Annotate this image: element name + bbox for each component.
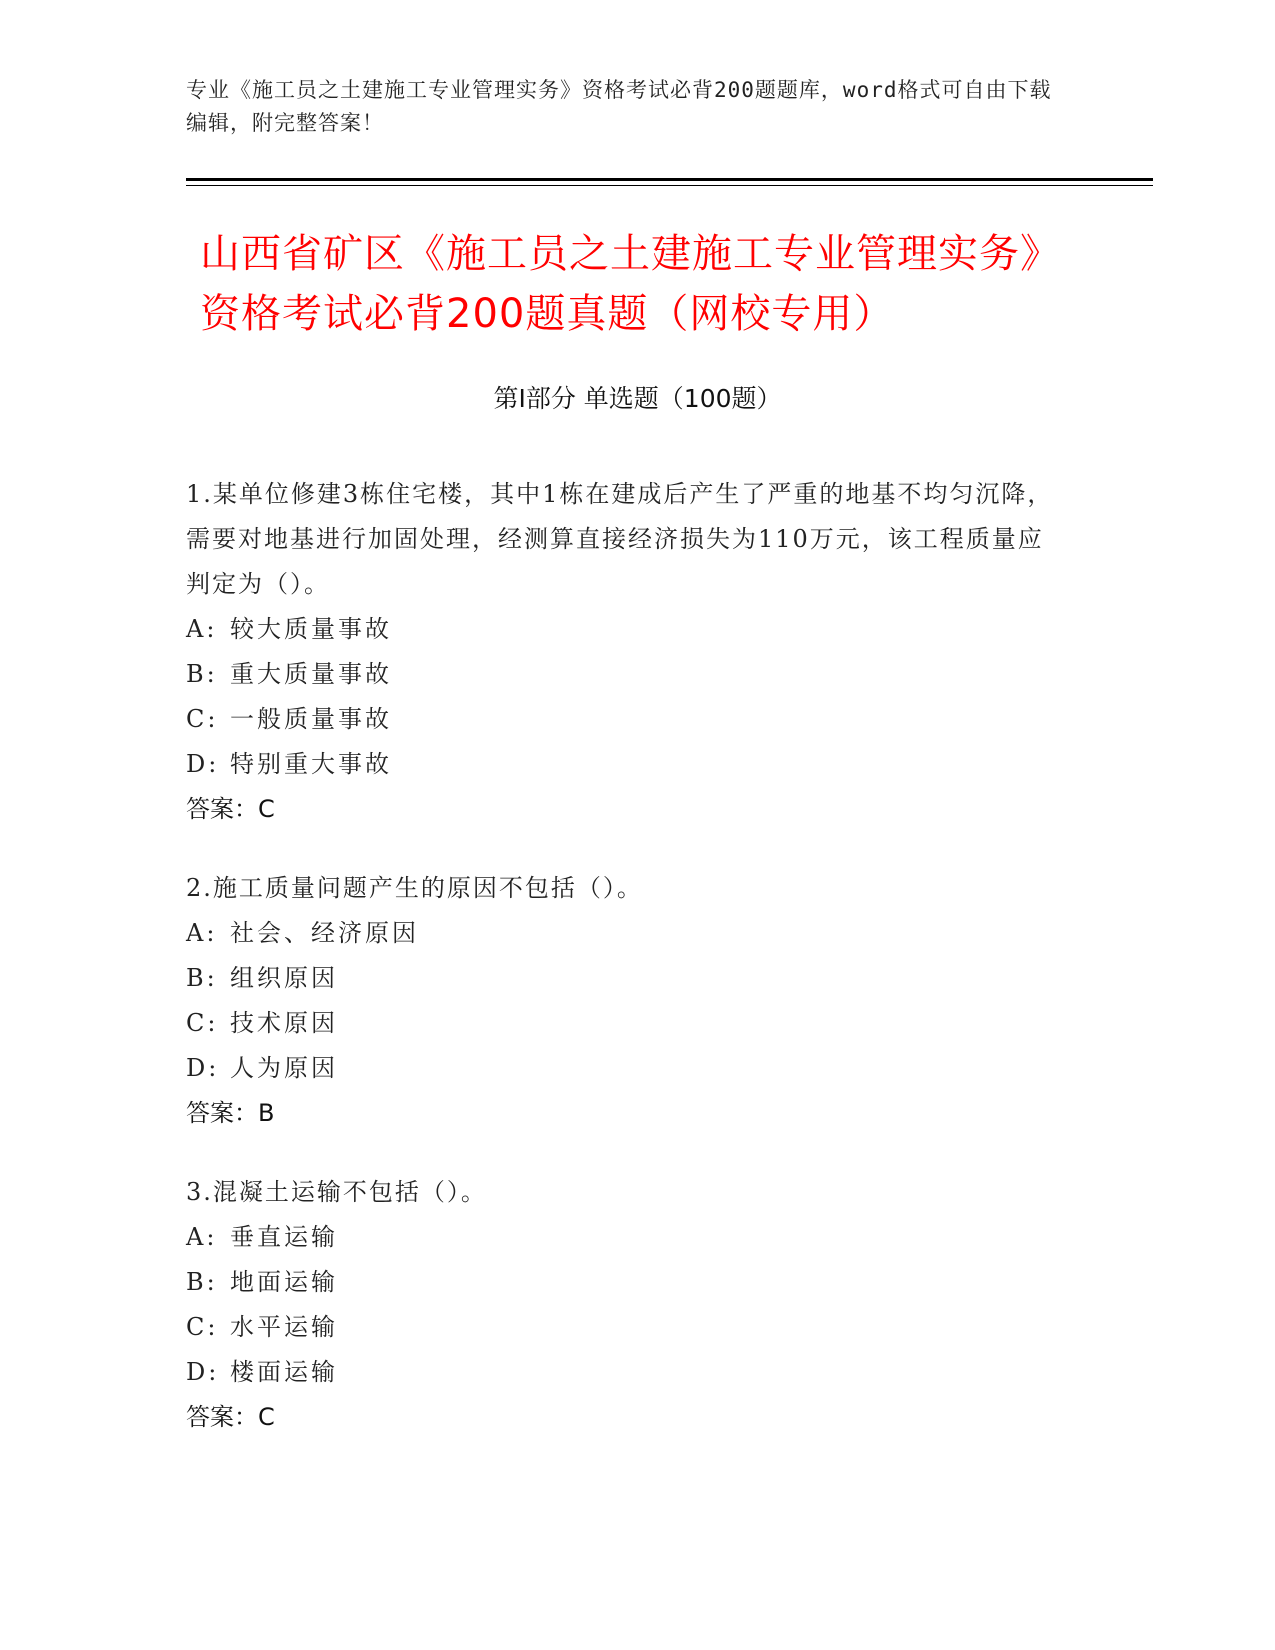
option-text: 人为原因 xyxy=(230,1054,338,1082)
option-key: D: xyxy=(186,1358,220,1386)
answer-line: 答案：C xyxy=(186,1403,275,1431)
option-key: A: xyxy=(186,1223,218,1251)
option-b xyxy=(186,652,1066,697)
option-d xyxy=(186,1046,1066,1091)
header-divider-thick xyxy=(186,178,1153,181)
question-2 xyxy=(186,866,1066,1136)
option-key: B: xyxy=(186,1268,218,1296)
option-d xyxy=(186,742,1066,787)
option-text: 特别重大事故 xyxy=(230,750,392,778)
option-a xyxy=(186,607,1066,652)
option-a xyxy=(186,911,1066,956)
header-note: 专业《施工员之土建施工专业管理实务》资格考试必背200题题库，word格式可自由下载编辑，附完整答案！ xyxy=(186,78,1052,135)
option-key: C: xyxy=(186,1009,219,1037)
option-text: 社会、经济原因 xyxy=(230,919,419,947)
question-stem: 1.某单位修建3栋住宅楼，其中1栋在建成后产生了严重的地基不均匀沉降，需要对地基进行加固处理，经测算直接经济损失为110万元，该工程质量应判定为（）。 xyxy=(186,480,1054,598)
option-d xyxy=(186,1350,1066,1395)
question-3 xyxy=(186,1170,1066,1440)
option-c xyxy=(186,1001,1066,1046)
option-b xyxy=(186,956,1066,1001)
option-key: D: xyxy=(186,1054,220,1082)
option-key: C: xyxy=(186,705,219,733)
option-text: 较大质量事故 xyxy=(230,615,392,643)
option-text: 地面运输 xyxy=(230,1268,338,1296)
option-key: C: xyxy=(186,1313,219,1341)
option-text: 垂直运输 xyxy=(230,1223,338,1251)
option-key: B: xyxy=(186,964,218,992)
option-a xyxy=(186,1215,1066,1260)
section-title: 第Ⅰ部分 单选题（100题） xyxy=(493,384,782,413)
question-1 xyxy=(186,472,1066,832)
document-title: 山西省矿区《施工员之土建施工专业管理实务》资格考试必背200题真题（网校专用） xyxy=(200,231,1061,337)
question-list xyxy=(186,472,1066,1474)
option-text: 重大质量事故 xyxy=(230,660,392,688)
option-c xyxy=(186,697,1066,742)
header-divider-thin xyxy=(186,185,1153,186)
option-key: B: xyxy=(186,660,218,688)
option-text: 技术原因 xyxy=(230,1009,338,1037)
option-text: 水平运输 xyxy=(230,1313,338,1341)
option-key: D: xyxy=(186,750,220,778)
option-text: 组织原因 xyxy=(230,964,338,992)
option-text: 楼面运输 xyxy=(230,1358,338,1386)
answer-line: 答案：C xyxy=(186,795,275,823)
option-key: A: xyxy=(186,919,218,947)
option-c xyxy=(186,1305,1066,1350)
option-key: A: xyxy=(186,615,218,643)
question-stem: 3.混凝土运输不包括（）。 xyxy=(186,1178,487,1206)
option-b xyxy=(186,1260,1066,1305)
question-stem: 2.施工质量问题产生的原因不包括（）。 xyxy=(186,874,643,902)
option-text: 一般质量事故 xyxy=(230,705,392,733)
answer-line: 答案：B xyxy=(186,1099,275,1127)
